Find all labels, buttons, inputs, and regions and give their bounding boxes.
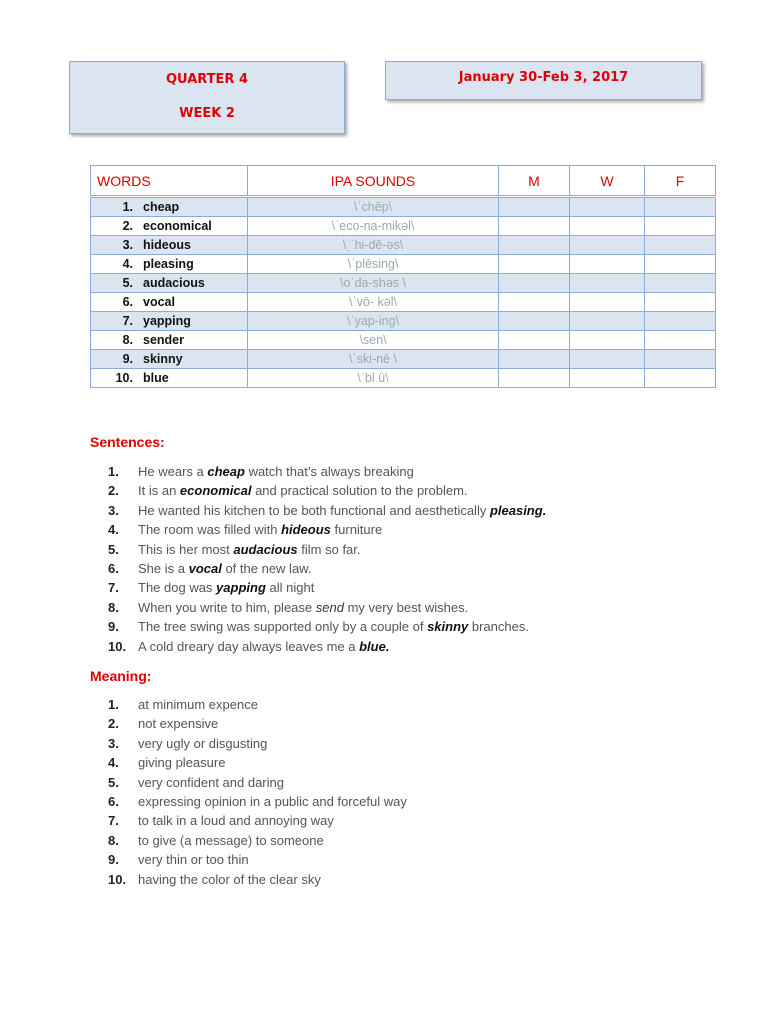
monday-cell bbox=[499, 312, 570, 331]
sentence-number: 3. bbox=[108, 502, 119, 518]
sentence-keyword: yapping bbox=[216, 580, 266, 596]
sentence-item bbox=[108, 637, 546, 656]
sentence-keyword: vocal bbox=[188, 560, 222, 576]
meaning-item bbox=[108, 773, 407, 792]
word-cell bbox=[91, 312, 248, 331]
sentence-post: watch that’s always breaking bbox=[244, 464, 414, 479]
table-row bbox=[91, 217, 716, 236]
ipa-cell: \sen\ bbox=[248, 331, 499, 350]
sentence-number: 2. bbox=[108, 483, 119, 499]
monday-cell bbox=[499, 369, 570, 388]
word-number: 5. bbox=[122, 276, 133, 290]
meanings-title: Meaning: bbox=[90, 668, 152, 684]
table-row bbox=[91, 312, 716, 331]
wednesday-cell bbox=[570, 198, 645, 217]
date-range-label: January 30-Feb 3, 2017 bbox=[458, 70, 629, 85]
ipa-cell: \oˈda-shəs \ bbox=[248, 274, 499, 293]
ipa-cell: \ˈvō- kəl\ bbox=[248, 293, 499, 312]
table-row bbox=[91, 236, 716, 255]
wednesday-cell bbox=[570, 217, 645, 236]
sentence-pre: A cold dreary day always leaves me a bbox=[138, 638, 360, 654]
meaning-text: to talk in a loud and annoying way bbox=[138, 813, 334, 829]
meaning-text: very thin or too thin bbox=[138, 852, 249, 868]
meaning-number: 10. bbox=[108, 871, 127, 887]
meaning-item bbox=[108, 734, 407, 753]
sentence-post: branches. bbox=[468, 619, 529, 635]
table-row bbox=[91, 331, 716, 350]
meaning-item bbox=[108, 753, 407, 772]
word-number: 6. bbox=[122, 295, 133, 309]
monday-cell bbox=[499, 255, 570, 274]
word-text: cheap bbox=[143, 200, 180, 214]
meanings-list bbox=[108, 695, 407, 889]
meaning-number: 6. bbox=[108, 793, 119, 809]
sentence-pre: The dog was bbox=[138, 580, 217, 596]
monday-cell bbox=[499, 236, 570, 255]
header-words: WORDS bbox=[91, 166, 248, 196]
meaning-number: 5. bbox=[108, 774, 119, 790]
meaning-number: 1. bbox=[108, 697, 119, 712]
word-cell bbox=[91, 369, 248, 388]
sentence-post: all night bbox=[265, 580, 315, 596]
word-cell bbox=[91, 236, 248, 255]
ipa-cell: \ˈplēsing\ bbox=[248, 255, 499, 274]
word-text: economical bbox=[143, 219, 212, 233]
word-cell bbox=[91, 217, 248, 236]
sentence-keyword: audacious bbox=[233, 541, 298, 557]
sentence-keyword: skinny bbox=[427, 619, 469, 635]
word-cell bbox=[91, 293, 248, 312]
sentence-item bbox=[108, 462, 546, 481]
friday-cell bbox=[645, 369, 716, 388]
sentence-number: 6. bbox=[108, 560, 119, 576]
quarter-week-box bbox=[69, 61, 345, 134]
meaning-number: 9. bbox=[108, 852, 119, 868]
sentence-keyword: hideous bbox=[281, 522, 331, 538]
sentence-item bbox=[108, 540, 546, 559]
word-cell bbox=[91, 331, 248, 350]
sentence-item bbox=[108, 617, 546, 636]
sentence-pre: The room was filled with bbox=[138, 522, 282, 538]
meaning-number: 8. bbox=[108, 832, 119, 848]
header-monday: M bbox=[499, 166, 570, 196]
wednesday-cell bbox=[570, 236, 645, 255]
sentence-post: film so far. bbox=[297, 541, 361, 557]
wednesday-cell bbox=[570, 350, 645, 369]
meaning-item bbox=[108, 695, 407, 714]
sentence-item bbox=[108, 520, 546, 539]
word-text: blue bbox=[143, 371, 169, 385]
monday-cell bbox=[499, 274, 570, 293]
meaning-item bbox=[108, 831, 407, 850]
table-row bbox=[91, 274, 716, 293]
sentence-keyword: cheap bbox=[207, 464, 245, 479]
friday-cell bbox=[645, 255, 716, 274]
friday-cell bbox=[645, 293, 716, 312]
sentences-title: Sentences: bbox=[90, 434, 165, 450]
table-row bbox=[91, 350, 716, 369]
meaning-item bbox=[108, 811, 407, 830]
sentence-keyword: send bbox=[315, 599, 344, 615]
sentence-keyword: pleasing. bbox=[489, 502, 547, 518]
monday-cell bbox=[499, 350, 570, 369]
sentence-item bbox=[108, 481, 546, 500]
header-friday: F bbox=[645, 166, 716, 196]
word-cell bbox=[91, 198, 248, 217]
wednesday-cell bbox=[570, 293, 645, 312]
monday-cell bbox=[499, 198, 570, 217]
word-number: 3. bbox=[122, 238, 133, 252]
meaning-number: 2. bbox=[108, 716, 119, 732]
meaning-number: 7. bbox=[108, 813, 119, 829]
sentence-pre: He wanted his kitchen to be both functional and aesthetically bbox=[138, 502, 490, 518]
wednesday-cell bbox=[570, 331, 645, 350]
sentence-item bbox=[108, 501, 546, 520]
meaning-number: 4. bbox=[108, 755, 119, 771]
ipa-cell: \ˌˈhi-dē-əs\ bbox=[248, 236, 499, 255]
word-text: sender bbox=[143, 333, 184, 347]
friday-cell bbox=[645, 274, 716, 293]
word-number: 8. bbox=[122, 333, 133, 347]
word-text: vocal bbox=[143, 295, 175, 309]
sentence-number: 10. bbox=[108, 638, 127, 654]
sentence-post: furniture bbox=[330, 522, 383, 538]
sentence-pre: This is her most bbox=[138, 541, 234, 557]
sentence-number: 4. bbox=[108, 522, 119, 538]
sentence-keyword: blue. bbox=[359, 638, 390, 654]
sentence-number: 9. bbox=[108, 619, 119, 635]
meaning-number: 3. bbox=[108, 735, 119, 751]
word-number: 9. bbox=[122, 352, 133, 366]
table-row bbox=[91, 293, 716, 312]
word-number: 1. bbox=[122, 200, 133, 214]
monday-cell bbox=[499, 217, 570, 236]
sentence-post: my very best wishes. bbox=[343, 599, 469, 615]
meaning-item bbox=[108, 850, 407, 869]
friday-cell bbox=[645, 331, 716, 350]
header-ipa: IPA SOUNDS bbox=[248, 166, 499, 196]
word-cell bbox=[91, 350, 248, 369]
sentence-number: 5. bbox=[108, 541, 119, 557]
word-cell bbox=[91, 274, 248, 293]
meaning-text: giving pleasure bbox=[138, 755, 226, 771]
table-row bbox=[91, 369, 716, 388]
sentence-pre: She is a bbox=[138, 560, 189, 576]
meaning-text: not expensive bbox=[138, 716, 219, 732]
word-text: pleasing bbox=[143, 257, 194, 271]
sentence-item bbox=[108, 578, 546, 597]
friday-cell bbox=[645, 217, 716, 236]
sentence-keyword: economical bbox=[179, 483, 252, 499]
sentence-pre: When you write to him, please bbox=[138, 599, 316, 615]
wednesday-cell bbox=[570, 274, 645, 293]
friday-cell bbox=[645, 312, 716, 331]
meaning-item bbox=[108, 792, 407, 811]
word-text: skinny bbox=[143, 352, 183, 366]
friday-cell bbox=[645, 236, 716, 255]
meaning-text: having the color of the clear sky bbox=[138, 871, 321, 887]
ipa-cell: \ˈski-nē \ bbox=[248, 350, 499, 369]
sentence-pre: The tree swing was supported only by a couple of bbox=[138, 619, 428, 635]
ipa-cell: \ˈbl ü\ bbox=[248, 369, 499, 388]
wednesday-cell bbox=[570, 312, 645, 331]
sentence-pre: It is an bbox=[138, 483, 180, 499]
header-wednesday: W bbox=[570, 166, 645, 196]
word-number: 10. bbox=[115, 371, 133, 385]
word-text: audacious bbox=[143, 276, 205, 290]
friday-cell bbox=[645, 350, 716, 369]
monday-cell bbox=[499, 293, 570, 312]
sentence-post: and practical solution to the problem. bbox=[251, 483, 468, 499]
meaning-text: very ugly or disgusting bbox=[138, 735, 268, 751]
quarter-label: QUARTER 4 bbox=[165, 72, 249, 87]
vocabulary-table bbox=[90, 165, 716, 388]
meaning-item bbox=[108, 870, 407, 889]
sentence-number: 8. bbox=[108, 599, 119, 615]
ipa-cell: \ˈyap-ing\ bbox=[248, 312, 499, 331]
sentence-item bbox=[108, 559, 546, 578]
week-label: WEEK 2 bbox=[179, 106, 235, 121]
ipa-cell: \ˈeco-na-mikəl\ bbox=[248, 217, 499, 236]
sentence-post: of the new law. bbox=[221, 560, 312, 576]
word-number: 2. bbox=[122, 219, 133, 233]
sentences-list bbox=[108, 462, 546, 656]
wednesday-cell bbox=[570, 255, 645, 274]
sentence-pre: He wears a bbox=[138, 464, 208, 479]
friday-cell bbox=[645, 198, 716, 217]
sentence-number: 7. bbox=[108, 580, 119, 596]
monday-cell bbox=[499, 331, 570, 350]
word-number: 4. bbox=[122, 257, 133, 271]
ipa-cell: \ˈchēp\ bbox=[248, 198, 499, 217]
meaning-text: very confident and daring bbox=[138, 774, 284, 790]
date-box bbox=[385, 61, 702, 100]
wednesday-cell bbox=[570, 369, 645, 388]
meaning-text: expressing opinion in a public and forceful way bbox=[138, 793, 407, 809]
word-number: 7. bbox=[122, 314, 133, 328]
meaning-item bbox=[108, 714, 407, 733]
table-row bbox=[91, 198, 716, 217]
table-header-row bbox=[91, 166, 716, 196]
sentence-item bbox=[108, 598, 546, 617]
meaning-text: at minimum expence bbox=[138, 697, 258, 712]
table-row bbox=[91, 255, 716, 274]
meaning-text: to give (a message) to someone bbox=[138, 832, 324, 848]
word-text: hideous bbox=[143, 238, 191, 252]
word-cell bbox=[91, 255, 248, 274]
word-text: yapping bbox=[143, 314, 191, 328]
sentence-number: 1. bbox=[108, 464, 119, 479]
